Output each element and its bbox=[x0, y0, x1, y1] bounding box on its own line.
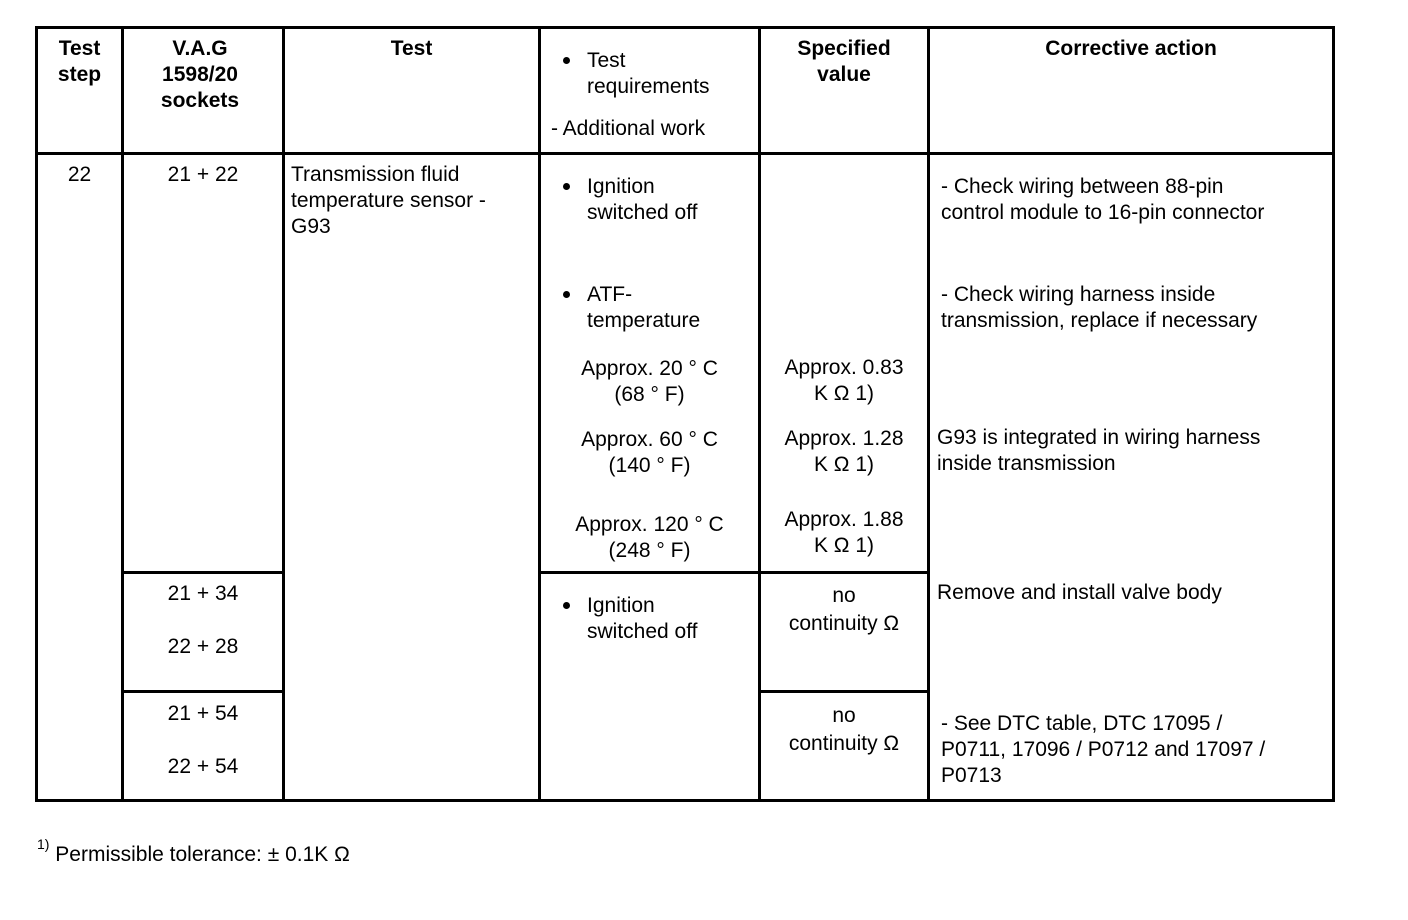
header-test: Test bbox=[390, 37, 433, 60]
bullet-icon bbox=[563, 183, 570, 190]
resistance-value-120c: Approx. 1.88 K Ω 1) bbox=[784, 508, 904, 557]
subrow-divider-sockets-1 bbox=[121, 571, 285, 574]
resistance-value-20c: Approx. 0.83 K Ω 1) bbox=[784, 356, 904, 405]
temperature-120c: Approx. 120 ° C (248 ° F) bbox=[575, 513, 724, 562]
header-sockets: V.A.G 1598/20 sockets bbox=[160, 37, 240, 112]
action-check-wiring: - Check wiring between 88-pin control module to 16-pin connector bbox=[941, 175, 1265, 224]
bullet-icon bbox=[563, 602, 570, 609]
action-see-dtc-table: - See DTC table, DTC 17095 / P0711, 17096 / P0712 and 17097 / P0713 bbox=[941, 712, 1266, 787]
header-bottom-border bbox=[35, 152, 1335, 155]
column-divider-3 bbox=[538, 26, 541, 802]
temperature-60c: Approx. 60 ° C (140 ° F) bbox=[581, 428, 718, 477]
socket-pair-22-54: 22 + 54 bbox=[167, 755, 239, 778]
requirement-atf-temperature: ATF- temperature bbox=[587, 283, 701, 332]
column-divider-1 bbox=[121, 26, 124, 802]
header-additional-work: - Additional work bbox=[551, 117, 706, 140]
header-test-step: Test step bbox=[57, 37, 102, 86]
socket-pair-21-34: 21 + 34 bbox=[167, 582, 239, 605]
footnote-text: Permissible tolerance: ± 0.1K Ω bbox=[55, 843, 350, 866]
subrow-divider-req-val-1 bbox=[538, 571, 930, 574]
header-corrective-action: Corrective action bbox=[1045, 37, 1217, 60]
bullet-icon bbox=[563, 57, 570, 64]
column-divider-2 bbox=[282, 26, 285, 802]
temperature-20c: Approx. 20 ° C (68 ° F) bbox=[581, 357, 718, 406]
test-name: Transmission fluid temperature sensor - G93 bbox=[291, 163, 486, 238]
requirement-ignition-off: Ignition switched off bbox=[587, 175, 698, 224]
value-no-continuity-2: no continuity Ω bbox=[788, 704, 900, 755]
bullet-icon bbox=[563, 291, 570, 298]
table-top-border bbox=[35, 26, 1335, 29]
action-remove-valve-body: Remove and install valve body bbox=[937, 581, 1222, 604]
resistance-value-60c: Approx. 1.28 K Ω 1) bbox=[784, 427, 904, 476]
test-step-number: 22 bbox=[67, 163, 92, 186]
action-g93-note: G93 is integrated in wiring harness inside transmission bbox=[937, 426, 1261, 475]
table-left-border bbox=[35, 26, 38, 802]
requirement-ignition-off-2: Ignition switched off bbox=[587, 594, 698, 643]
value-no-continuity-1: no continuity Ω bbox=[788, 584, 900, 635]
socket-pair-main: 21 + 22 bbox=[167, 163, 239, 186]
socket-pair-21-54: 21 + 54 bbox=[167, 702, 239, 725]
footnote bbox=[37, 835, 350, 868]
table-bottom-border bbox=[35, 799, 1335, 802]
action-check-harness: - Check wiring harness inside transmission, replace if necessary bbox=[941, 283, 1258, 332]
header-specified-value: Specified value bbox=[797, 37, 891, 86]
subrow-divider-value-2 bbox=[758, 690, 930, 693]
column-divider-5 bbox=[927, 26, 930, 802]
socket-pair-22-28: 22 + 28 bbox=[167, 635, 239, 658]
table-right-border bbox=[1332, 26, 1335, 802]
header-test-requirements: Test requirements bbox=[587, 49, 710, 98]
column-divider-4 bbox=[758, 26, 761, 802]
subrow-divider-sockets-2 bbox=[121, 690, 285, 693]
footnote-marker: 1) bbox=[37, 836, 50, 852]
